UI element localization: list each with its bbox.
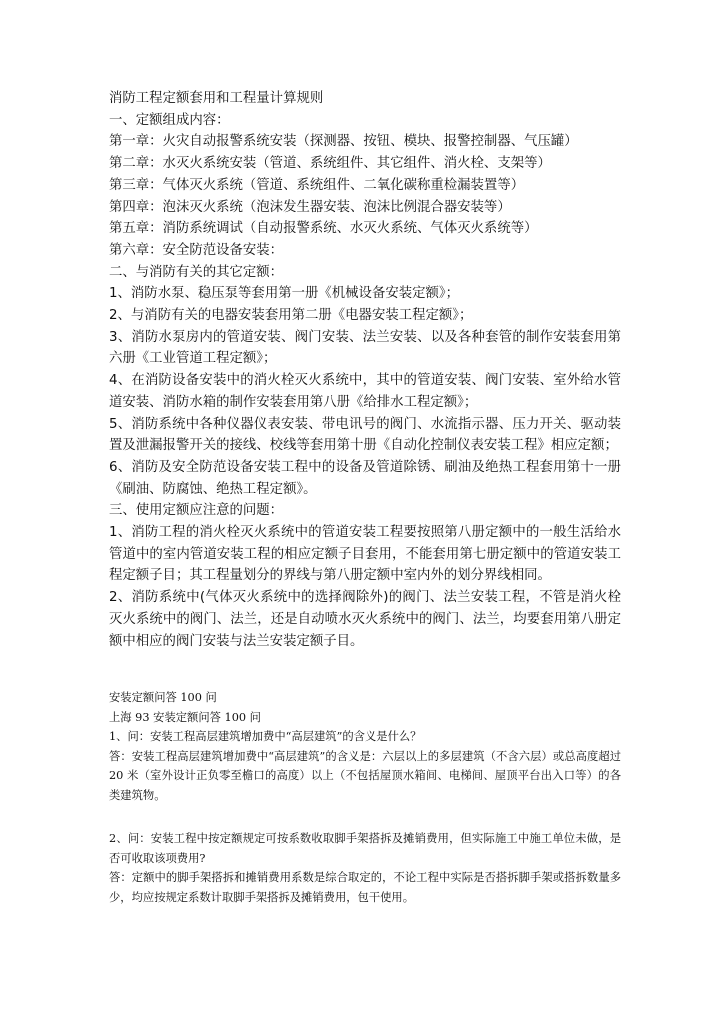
chapter-line: 第二章：水灭火系统安装（管道、系统组件、其它组件、消火栓、支架等） — [109, 156, 551, 172]
qa-subtitle: 上海 93 安装定额问答 100 问 — [109, 710, 261, 724]
related-quota-item: 6、消防及安全防范设备安装工程中的设备及管道除锈、刷油及绝热工程套用第十一册《刷油、防腐蚀、绝热工程定额》。 — [109, 459, 621, 497]
section-heading-quota-composition: 一、定额组成内容： — [109, 112, 230, 128]
section-heading-usage-notes: 三、使用定额应注意的问题： — [109, 503, 284, 519]
qa-item — [109, 829, 621, 907]
qa-item — [109, 727, 621, 805]
related-quota-item: 3、消防水泵房内的管道安装、阀门安装、法兰安装、以及各种套管的制作安装套用第六册《工业管道工程定额》； — [109, 329, 621, 367]
chapter-line: 第三章：气体灭火系统（管道、系统组件、二氧化碳称重检漏装置等） — [109, 177, 525, 193]
document-title: 消防工程定额套用和工程量计算规则 — [109, 91, 324, 106]
related-quota-item: 2、与消防有关的电器安装套用第二册《电器安装工程定额》； — [109, 308, 473, 324]
qa-answer: 答：定额中的脚手架搭拆和摊销费用系数是综合取定的，不论工程中实际是否搭拆脚手架或搭拆数量多少，均应按规定系数计取脚手架搭拆及摊销费用，包干使用。 — [109, 871, 621, 904]
related-quota-item: 4、在消防设备安装中的消火栓灭火系统中，其中的管道安装、阀门安装、室外给水管道安装、消防水箱的制作安装套用第八册《给排水工程定额》； — [109, 373, 621, 410]
fire-quota-section — [109, 88, 621, 652]
related-quota-item: 1、消防水泵、稳压泵等套用第一册《机械设备安装定额》； — [109, 286, 459, 302]
chapter-line: 第五章：消防系统调试（自动报警系统、水灭火系统、气体灭火系统等） — [109, 221, 538, 237]
chapter-line: 第六章：安全防范设备安装： — [109, 242, 284, 258]
related-quota-item: 5、消防系统中各种仪器仪表安装、带电讯号的阀门、水流指示器、压力开关、驱动装置及泄漏报警开关的接线、校线等套用第十册《自动化控制仪表安装工程》相应定额； — [109, 416, 621, 454]
section-heading-related-quotas: 二、与消防有关的其它定额： — [109, 264, 284, 280]
chapter-line: 第一章：火灾自动报警系统安装（探测器、按钮、模块、报警控制器、气压罐） — [109, 134, 578, 150]
usage-note-item: 2、消防系统中(气体灭火系统中的选择阀除外)的阀门、法兰安装工程，不管是消火栓灭火系统中的阀门、法兰，还是自动喷水灭火系统中的阀门、法兰，均要套用第八册定额中相应的阀门安装与法兰安装定额子目。 — [109, 590, 621, 649]
chapter-line: 第四章：泡沫灭火系统（泡沫发生器安装、泡沫比例混合器安装等） — [109, 199, 511, 215]
qa-section — [109, 688, 621, 907]
usage-note-item: 1、消防工程的消火栓灭火系统中的管道安装工程要按照第八册定额中的一般生活给水管道中的室内管道安装工程的相应定额子目套用，不能套用第七册定额中的管道安装工程定额子目；其工程量划分的界线与第八册定额中室内外的划分界线相同。 — [109, 525, 621, 584]
qa-question: 2、问：安装工程中按定额规定可按系数收取脚手架搭拆及摊销费用，但实际施工中施工单位未做，是否可收取该项费用? — [109, 832, 621, 865]
qa-question: 1、问：安装工程高层建筑增加费中“高层建筑”的含义是什么？ — [109, 730, 422, 743]
qa-answer: 答：安装工程高层建筑增加费中“高层建筑”的含义是：六层以上的多层建筑（不含六层）或总高度超过 20 米（室外设计正负零至檐口的高度）以上（不包括屋顶水箱间、电梯间、屋顶平台出入口等）的各类建筑物。 — [109, 749, 621, 802]
qa-title: 安装定额问答 100 问 — [109, 691, 217, 704]
